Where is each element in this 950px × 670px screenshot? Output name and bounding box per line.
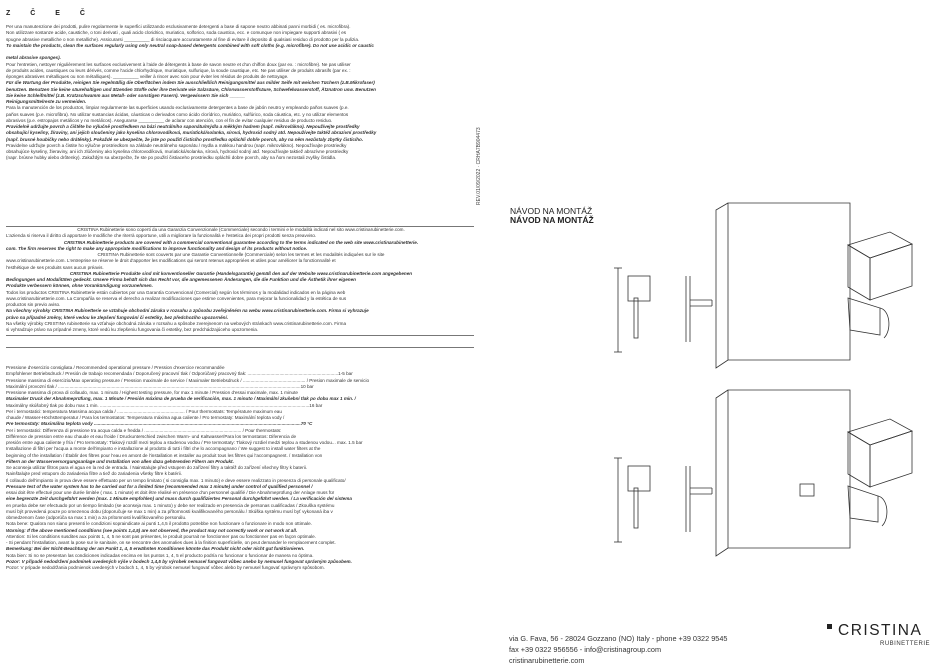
drawing-top <box>614 203 912 368</box>
section3-line: Empfohlener Betriebsdruck / Presión de trabajo recomendada / Doporučený pracovní tlak / Odporúčaný pracovný tlak: .......................................................................1-5 bar <box>6 371 353 377</box>
address-line-1: via G. Fava, 56 - 28024 Gozzano (NO) Italy - phone +39 0322 9545 <box>509 634 728 643</box>
section1-line: obsahující kyseliny, žíraviny, ani jejich sloučeniny jako kyselina chlorovodíková, muriatická/solanka, sírová, hydroxid sodný atd. Nepoužívejte taktéž abrazivní prostředky <box>6 130 377 136</box>
section1-line: Per una manutenzione dei prodotti, pulire regolarmente le superfici utilizzando esclusivamente detergenti a base di sapone neutro abbinati panni morbidi ( es. microfibra). <box>6 24 351 29</box>
section3-line: Bemerkung: Bei der Nicht-Beachtung der am Punkt 1, 4, 5 erwähnten Konditionen könnte das Produkt nicht oder nicht gut funktionieren. <box>6 546 305 552</box>
section1-line: abrasivos (p.e. estropajos metálicos y no metálicos). Asegurarse __________ de aclarar con atención, con el fin de evitar cualquier residuo de producto residuo. <box>6 117 333 123</box>
section3-line: Pressione massima di prova di collaudo, max. 1 minuto / Highest testing pressure, for max 1 minute / Pression d'essai maximale, max. 1 minute <box>6 390 298 395</box>
section3-line: Nota bene: Qualora non siano presenti le condizioni sopraindicate ai punti 1,4,5 il prodotto potrebbe non funzionare o funzionare in modo non ottimale. <box>6 521 312 527</box>
version-code-text: REV.01/09/2022 · CRHA7B904473 <box>476 127 482 205</box>
section3-line: Pressione d'esercizio consigliata / Recommended operational pressure / Pression d'exercice recommandée <box>6 365 225 370</box>
section3-line: Maximaler Druck der Abnahmeprüfung, max. 1 Minute / Presión máxima de prueba de verificación, max. 1 minuto / Maximální zkušební tlak po dobu max 1 min. / <box>6 396 356 402</box>
section3-line: essai doit être effectué pour une durée limitée ( max. 1 minute) et doit être réalisé en présence d'un personnel qualifié / Die Abnahmeprüfung der Anlage muss für <box>6 490 335 495</box>
section2-line: CRISTINA Rubinetterie Produkte sind mit konventioneller Garantie (Handelsgarantie) gemäß den auf der Website www.cristinarubinetterie.com angegebenen <box>69 270 413 276</box>
section2-line: www.cristinarubinetterie.com. La Compañía se reserva el derecho a realizar modificaciones que estime convenientes, para mejorar la funcionalidad y la estética de sus <box>6 295 347 301</box>
section3-line: eine begrenzte Zeit durchgeführt werden (max. 1 Minute empfohlen) und muss durch qualifiziertes Personal durchgeführt werden. / La verificación del sistema <box>6 496 352 502</box>
section3-line: Warning: If the above mentioned conditions (see points 1,4,5) are not observed, the product may not correctly work or not work at all. <box>6 527 298 533</box>
section2-line: Na všechny výrobky CRISTINA Rubinetterie se vztahuje obchodní záruka v rozsahu a způsobu zveřejněném na webu www.cristinarubinetterie.com. Firma si vyhrazuje <box>6 308 369 314</box>
section3-line: Installazione di filtri per l'acqua a monte dell'impianto e installazione al prodotto di tutti i filtri che lo accompagnano / We suggest to install water filters at the <box>6 446 321 452</box>
section3-line: chaude / Wasser-Höchsttemperatur / Para los termostatos: Temperatura máxima agua caliente / Pro termostaty: Maximální teplota vody / <box>6 415 285 420</box>
section3-line: obmedzenom čase (odporúča sa max 1 min) a za prítomnosti kvalifikovaného personálu. <box>6 515 187 520</box>
manual-title: NÁVOD NA MONTÁŽ <box>510 206 593 216</box>
section2-line: Na všetky výrobky CRISTINA rubinetterie sa vzťahuje obchodná záruka v rozsahu a spôsobe zverejnenom na webových stránkach www.cristinarubinetterie.com. Firma <box>6 320 347 326</box>
section3-line: Pozor: V případě nedodržení podmínek uvedených výše v bodech 1,4,5 by výrobek nemusel fungovat vůbec anebo by nemusel fungovat správným způsobem. <box>6 558 352 564</box>
section3-line: Il collaudo dell'impianto in prova deve essere effettuato per un tempo limitato ( si consiglia max. 1 minuto) e deve essere realizzato in presenza di personale qualificato/ <box>6 477 346 483</box>
section2-line: l'esthétique de ses produits sans aucun préavis. <box>6 264 104 270</box>
section1-line: Sie keine Schleifmittel (z.B. Kratzschwamm aus Metall- oder sonstigen Fasern). Vergewissern Sie sich ______ <box>6 92 246 98</box>
section3-line: Nota bien: Si no se presentan las condiciones indicadas encima en los puntos 1, 4, 5 el producto podría no funcionar o funcionar de manera no óptima. <box>6 552 314 558</box>
section2-line: CRISTINA Rubinetterie sont couverts par une Garantie Conventionnelle (Commerciale) selon les termes et les modalités indiquées sur le site <box>97 252 385 257</box>
section1-line: Reinigungsmittelreste zu vermeiden. <box>6 99 87 104</box>
section1-line: Para la manutención de los productos, limpiar regularmente las superficies usando exclusivamente detergentes a base de jabón neutro y empleando paños suaves (p.e. <box>6 105 349 111</box>
section1-line: paños suaves (p.e. microfibra). No utilizar sustancias ácidas, cáusticas o derivados como ácido clorídrico, muriático, sulfúrico, soda cáustica, etc. y no utilizar elementos <box>6 111 349 117</box>
logo-square-icon <box>827 624 832 629</box>
section3-line: Maximální provozní tlak / ..............................................................................................................................................................................................10 bar <box>6 383 314 389</box>
section3-line: presión entre agua caliente y fría / Pro termostaty: Tlakový rozdíl mezi teplou a studenou vodou / Pre termostaty: Tlakový rozdiel medzi teplou a studenou vodou... max. 1.5 bar <box>6 440 363 445</box>
section3-line: - Si pendant l'installation, avant la pose sur le sanitaire, on se rencontre des anomalies dues à la finition superficielle, on peut demander le remplacement complet. <box>6 540 336 545</box>
section1-line: To maintain the products, clean the surfaces regularly using only neutral soap-based detergents combined with soft cloths (e.g. microfibre). Do not use acidic or caustic <box>6 42 374 48</box>
section3-line: Différence de pression entre eau chaude et eau froide / Druckunterschied zwischen Warm- und Kaltwasser/Para los termostatos: Diferencia de <box>6 433 297 439</box>
section1-line: Pravidelně udržujte povrch a čištěte ho výlučně prostředkem na bázi neutrálního saponátu/mýdla a měkkým hadrem (např. mikrovlákno). Nepoužívejte prostředky <box>6 124 360 129</box>
section2-line: Produkte verbessern können, ohne Vorankündigung vorzunehmen. <box>6 283 153 289</box>
section3-line: en prueba debe ser efectuado por un tiempo limitado (se aconseja max. 1 minuto) y debe ser realizado en presencia de personas cualificadas / Zkouška systému <box>6 502 335 508</box>
section2-line: Bedingungen und Modalitäten gedeckt. Unsere Firma behält sich das Recht vor, die angemessenen Änderungen, die die Funktion und die Ästhetik ihrer eigenen <box>6 277 356 282</box>
section1-line: Pour l'entretien, nettoyer régulièrement les surfaces exclusivement à l'aide de détergents à base de savon neutre et d'un chiffon doux (par ex. : microfibre). Ne pas utiliser <box>6 61 351 67</box>
section2-line: Todos los productos CRISTINA Rubinetterie están cubiertos por una Garantía Convencional (Comercial) según los términos y la modalidad indicados en la página web <box>6 289 346 295</box>
section2-line: právo na případné změny, které vedou ke zlepšení fungování či estetiky, bez předchozího upozornění. <box>6 314 228 320</box>
section3-line: Attention: Si les conditions susdites aux points 1, 4, 5 ne sont pas présentes, le produit pourrait ne fonctionner pas ou fonctionner pas en façon optimale. <box>6 533 317 539</box>
section2-line: L'azienda si riserva il diritto di apportare le modifiche che riterrà opportune, utili a migliorare la funzionalità e l'estetica dei propri prodotti senza preavviso. <box>6 233 317 239</box>
drawing-bottom <box>614 390 912 556</box>
section3-line: Se aconseja utilizar filtros para el agua en la red de entrada. / Nainstalujte před vstupem do zařízení filtry a taktéž do zařízení všechny filtry k baterii. <box>6 465 308 470</box>
section2-line: CRISTINA Rubinetterie products are covered with a commercial conventional guarantee according to the terms indicated on the web site www.cristinarubinetterie. <box>63 239 419 245</box>
section3-line: Nainštalujte pred vstupom do zariadenia filtre a tiež do zariadenia všetky filtre k batérii. <box>6 471 182 477</box>
section3-line: Per i termostatici: Differenza di pressione tra acqua calda e fredda / ............................................................................ / Pour thermostats: <box>6 427 282 433</box>
section1-line: de produits acides, caustiques ou leurs dérivés, comme l'acide chlorhydrique, muriatique, sulfurique, la soude caustique, etc. Ne pas utiliser de produits abrasifs (par ex. : <box>6 67 351 73</box>
section3-line: Pressione massima di esercizio/Max operating pressure / Pression maximale de service / Maximaler Betriebsdruck / ................................................. / Presion maximale de servicio <box>6 377 370 383</box>
section1-line: (napr. brúsne hubky alebo drôtenky). Zakaždým sa ubezpečte, že ste po použití čistiaceho prostriedku opláchli dobre povrch, aby na ňom nezostali zvyšky čistidla. <box>6 155 337 161</box>
section2-line: CRISTINA Rubinetterie sono coperti da una Garanzia Convenzionale (Commerciale) secondo i termini e le modalità indicati nel sito www.cristinarubinetterie.com. <box>77 227 405 232</box>
address-line-2: fax +39 0322 956556 - info@cristinagroup.com <box>509 645 662 654</box>
section3-line: Per i termostatici: temperatura Massima acqua calda / ..................................................... / Pour thermostats: Température maximum eau <box>6 408 282 414</box>
section3-line: Maximálny skúšobný tlak po dobu max 1 min. ....................................................................................................................................................................16 bar <box>6 402 323 408</box>
section1-line: Pravidelne udržujte povrch a čistite ho výlučne prostriedkom na základe neutrálneho saponátu / mydla a mäkkou handrou (napr. mikrovlákno). Nepoužívajte prostriedky <box>6 142 347 148</box>
language-header: Z Č E Č <box>6 10 94 17</box>
section3-line: musí být provedená pouze po omezenou dobu (doporučuje se max 1 min) a za přítomnosti kvalifikovaného personálu / Skúška systému musí byť vykonaná iba v <box>6 508 333 514</box>
section2-line: productos sin previo aviso. <box>6 302 61 307</box>
section3-line: beginning of the installation / Établir des filtres pour l'eau en amont de l'installation et installer au produit tous les filtres qui l'accompagnent. / Installation von <box>6 452 323 458</box>
section1-line: (např. brusné houbičky nebo drátěnky). Pokaždé se ubezpečte, že jste po použití čisticího prostředku opláchli dobře povrch, aby na něm nezůstaly zbytky čisticího. <box>6 136 364 142</box>
section2-line: com. The firm reserves the right to make any appropriate modifications to improve functionality and design of its products without notice. <box>6 245 308 251</box>
section1-line: éponges abrasives métalliques ou non métalliques). __________ veiller à rincer avec soin pour éviter les résidus de produits de nettoyage. <box>6 74 289 79</box>
section1-line: obsahujúce kyseliny, žieraviny, ani ich zlúčeniny ako kyselina chlorovodíková, muriatická/solanka, sírová, hydroxid sodný atď. Nepoužívajte taktiež abrazívne prostriedky <box>6 149 349 154</box>
section3-line: Pressure test of the water system has to be carried out for a limited time (recommended max 1 minute) under control of qualified personnel / <box>6 483 313 489</box>
website-link[interactable]: cristinarubinetterie.com <box>509 656 585 665</box>
section1-line: Non utilizzare sostanze acide, caustiche, o toni derivati , quali acido cloridrico, muriatico, solforico, soda caustica, ecc. e comunque non impiegare supporti abrasivi ( es <box>6 30 347 36</box>
brand-logo-sub: RUBINETTERIE <box>880 641 931 647</box>
section3-line: Pre termostaty: Maximálna teplota vody ..................................................................................................................................................................70 °C <box>6 421 313 427</box>
section3-line: Filtern an der Wasserversorgungsanlage und Installation von allen dazu gehörenden Filtern am Produkt. <box>6 458 234 464</box>
section1-line: benutzen. Benutzen Sie keine säurehaltigen und ätzenden Stoffe oder ihre Derivate wie Salzsäure, Chlorwasserstoffsäure, Schwefelwasserstoff, Ätznatron usw. Benutzen <box>6 86 376 92</box>
section3-line: Pozor: V prípade nedodržania podmienok uvedených v bodoch 1, 4, 5 by výrobok nemusel fungovať vôbec alebo by nemusel fungovať správnym spôsobom. <box>6 565 325 570</box>
brand-logo: CRISTINA <box>838 622 923 639</box>
manual-title-bold: NÁVOD NA MONTÁŽ <box>510 215 594 225</box>
section2-line: www.cristinarubinetterie.com. L'entreprise se réserve le droit d'apporter les modifications qui seront retenus appropriées et utiles pour améliorer la fonctionnalité et <box>6 258 336 264</box>
section1-line: spugne abrasive metalliche o non metalliche). Assicurarsi __________ di risciacquare accuratamente al fine di evitare il deposito di qualsiasi residuo di prodotto per la pulizia. <box>6 36 360 42</box>
section2-line: si vyhradzuje právo na prípadné zmeny, ktoré vedú ku zlepšeniu fungovania či estetiky, bez predchádzajúceho upozornenia. <box>6 327 259 332</box>
section1-line: metal abrasive sponges). <box>6 55 61 61</box>
section1-line: Für die Wartung der Produkte, reinigen Sie regelmäßig die Oberflächen indem Sie ausschließlich Reinigungsmittel aus milder Seife mit weichen Tüchern (z.B.Mikrofaser) <box>6 80 375 86</box>
